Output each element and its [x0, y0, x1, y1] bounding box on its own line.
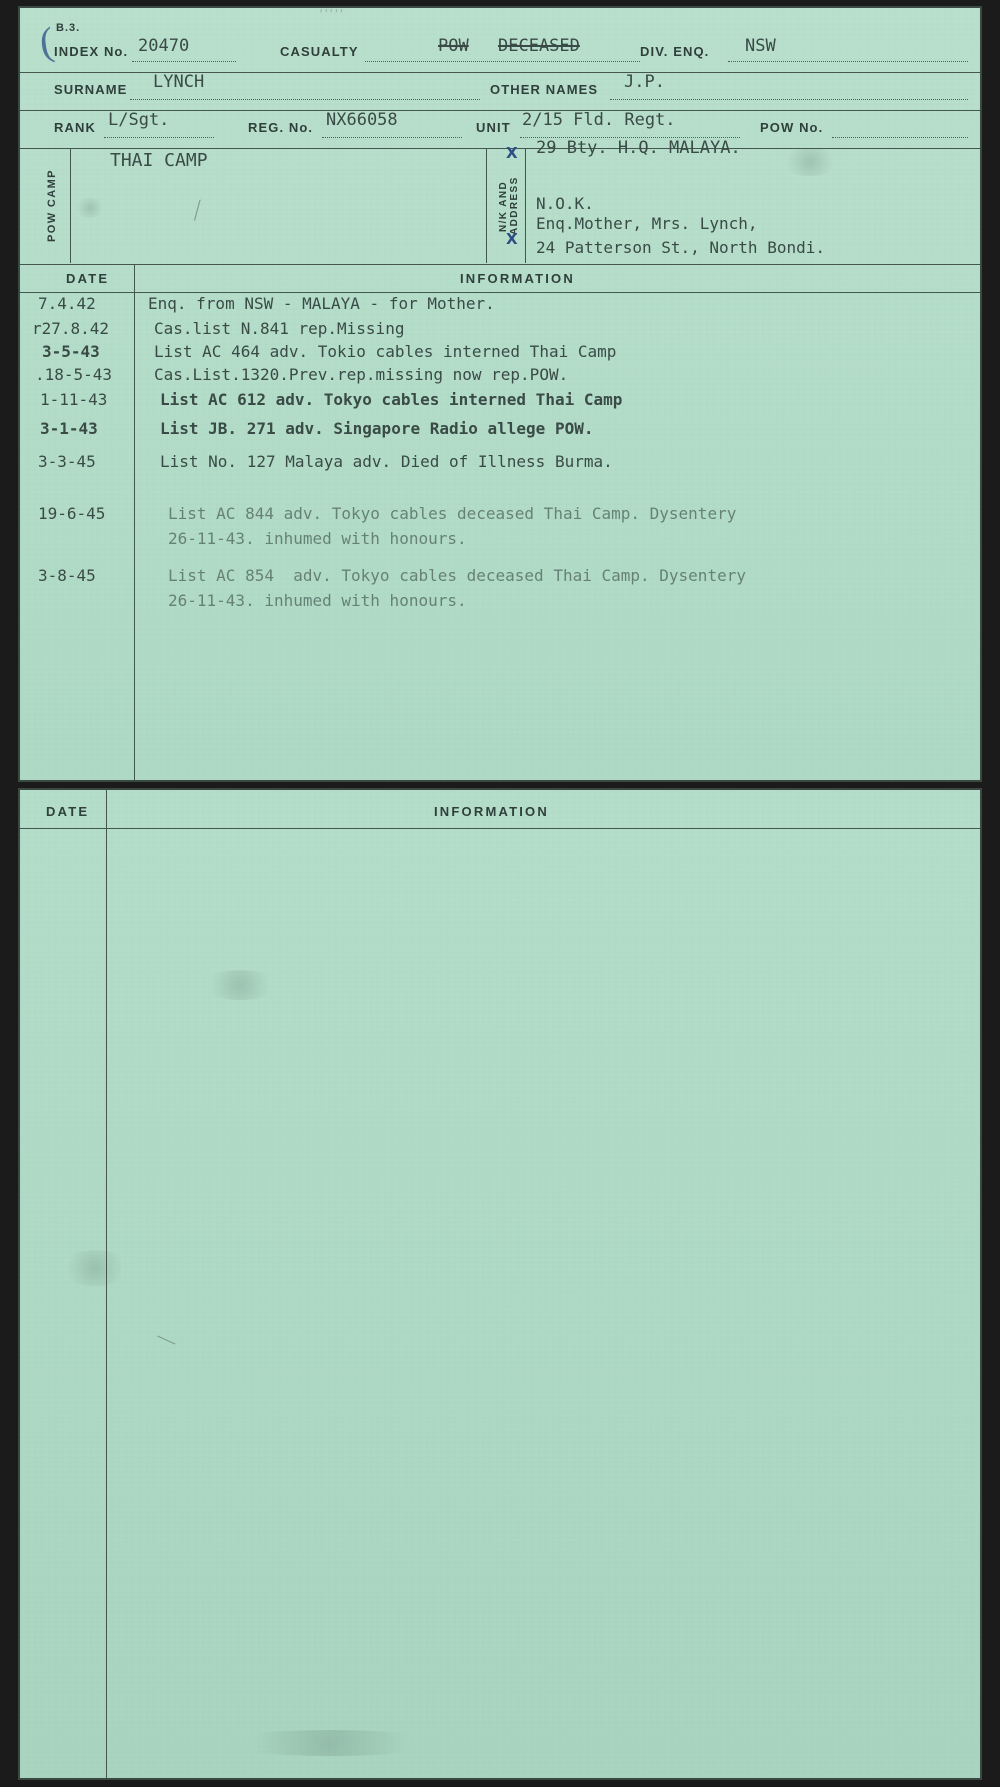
paper-texture-back	[20, 790, 980, 1778]
back-smudge-2	[220, 1730, 440, 1756]
label-nok-address: N/K AND ADDRESS	[498, 176, 520, 236]
entry-date: .18-5-43	[35, 365, 113, 384]
entry-date: 3-1-43	[40, 419, 98, 438]
value-rank: L/Sgt.	[108, 110, 170, 130]
value-nok-name: Enq.Mother, Mrs. Lynch,	[536, 214, 758, 233]
label-unit: UNIT	[476, 120, 511, 135]
value-unit-location: 29 Bty. H.Q. MALAYA.	[536, 138, 741, 158]
value-nok-label: N.O.K.	[536, 194, 594, 213]
casualty-rule	[365, 61, 640, 62]
back-smudge-3	[200, 970, 280, 1000]
label-pow-no: POW No.	[760, 120, 824, 135]
entry-date: 19-6-45	[38, 504, 106, 523]
casualty-card-back	[18, 788, 982, 1780]
back-table-column-divider	[106, 790, 107, 1778]
label-casualty: CASUALTY	[280, 44, 359, 59]
value-reg-no: NX66058	[326, 110, 398, 130]
nok-divider-left	[486, 148, 487, 263]
entry-date: 3-8-45	[38, 566, 96, 585]
table-header-information: INFORMATION	[460, 271, 575, 286]
entry-text: Cas.list N.841 rep.Missing	[154, 319, 405, 338]
div-enq-rule	[728, 61, 968, 62]
entry-text-line2: 26-11-43. inhumed with honours.	[168, 591, 467, 610]
value-index-no: 20470	[138, 36, 190, 56]
smudge-1	[75, 198, 105, 218]
back-table-header-date: DATE	[46, 804, 90, 819]
label-reg-no: REG. No.	[248, 120, 314, 135]
pow-no-rule	[832, 137, 968, 138]
casualty-card-front	[18, 6, 982, 782]
value-pow-camp: THAI CAMP	[110, 150, 208, 171]
label-surname: SURNAME	[54, 82, 128, 97]
entry-text: List AC 612 adv. Tokyo cables interned Thai Camp	[160, 390, 623, 409]
index-no-rule	[132, 61, 236, 62]
entry-text: List AC 464 adv. Tokio cables interned Thai Camp	[154, 342, 617, 361]
pencil-mark: ⟋	[185, 195, 210, 226]
pow-camp-divider-left	[70, 148, 71, 263]
entry-text: List JB. 271 adv. Singapore Radio allege POW.	[160, 419, 594, 438]
top-edge-marks: ′′′′′	[320, 8, 346, 20]
value-casualty-deceased: DECEASED	[498, 36, 580, 56]
smudge-2	[780, 148, 840, 176]
entry-date: 3-3-45	[38, 452, 96, 471]
other-names-rule	[610, 99, 968, 100]
divider-3	[20, 148, 980, 149]
label-index-no: INDEX No.	[54, 44, 129, 59]
nok-check-mark-top: X	[506, 144, 518, 162]
reg-no-rule	[322, 137, 462, 138]
value-div-enq: NSW	[745, 36, 776, 56]
value-nok-address: 24 Patterson St., North Bondi.	[536, 238, 825, 257]
value-casualty-pow: POW	[438, 36, 469, 56]
back-divider-1	[20, 828, 980, 829]
label-div-enq: DIV. ENQ.	[640, 44, 710, 59]
entry-text: List No. 127 Malaya adv. Died of Illness Burma.	[160, 452, 613, 471]
entry-date: 1-11-43	[40, 390, 108, 409]
label-other-names: OTHER NAMES	[490, 82, 599, 97]
entry-text: List AC 844 adv. Tokyo cables deceased Thai Camp. Dysentery	[168, 504, 737, 523]
value-other-names: J.P.	[624, 72, 665, 92]
value-surname: LYNCH	[153, 72, 205, 92]
nok-divider-right	[525, 148, 526, 263]
back-table-header-information: INFORMATION	[434, 804, 549, 819]
value-unit: 2/15 Fld. Regt.	[522, 110, 676, 130]
entry-date: 3-5-43	[42, 342, 100, 361]
divider-4	[20, 264, 980, 265]
entry-text-line2: 26-11-43. inhumed with honours.	[168, 529, 467, 548]
surname-rule	[130, 99, 480, 100]
handwritten-initial: (	[36, 18, 57, 65]
back-smudge-1	[60, 1250, 130, 1286]
rank-rule	[104, 137, 214, 138]
label-rank: RANK	[54, 120, 96, 135]
entry-date: r27.8.42	[32, 319, 110, 338]
nok-check-mark-bottom: X	[506, 230, 518, 248]
entry-text: Cas.List.1320.Prev.rep.missing now rep.POW.	[154, 365, 569, 384]
back-pencil-mark: ⟍	[155, 1328, 178, 1354]
entry-text: Enq. from NSW - MALAYA - for Mother.	[148, 294, 495, 313]
entry-date: 7.4.42	[38, 294, 96, 313]
label-pow-camp: POW CAMP	[46, 169, 58, 243]
divider-5	[20, 292, 980, 293]
table-column-divider	[134, 264, 135, 780]
form-code: B.3.	[56, 22, 81, 34]
entry-text: List AC 854 adv. Tokyo cables deceased Thai Camp. Dysentery	[168, 566, 746, 585]
table-header-date: DATE	[66, 271, 110, 286]
